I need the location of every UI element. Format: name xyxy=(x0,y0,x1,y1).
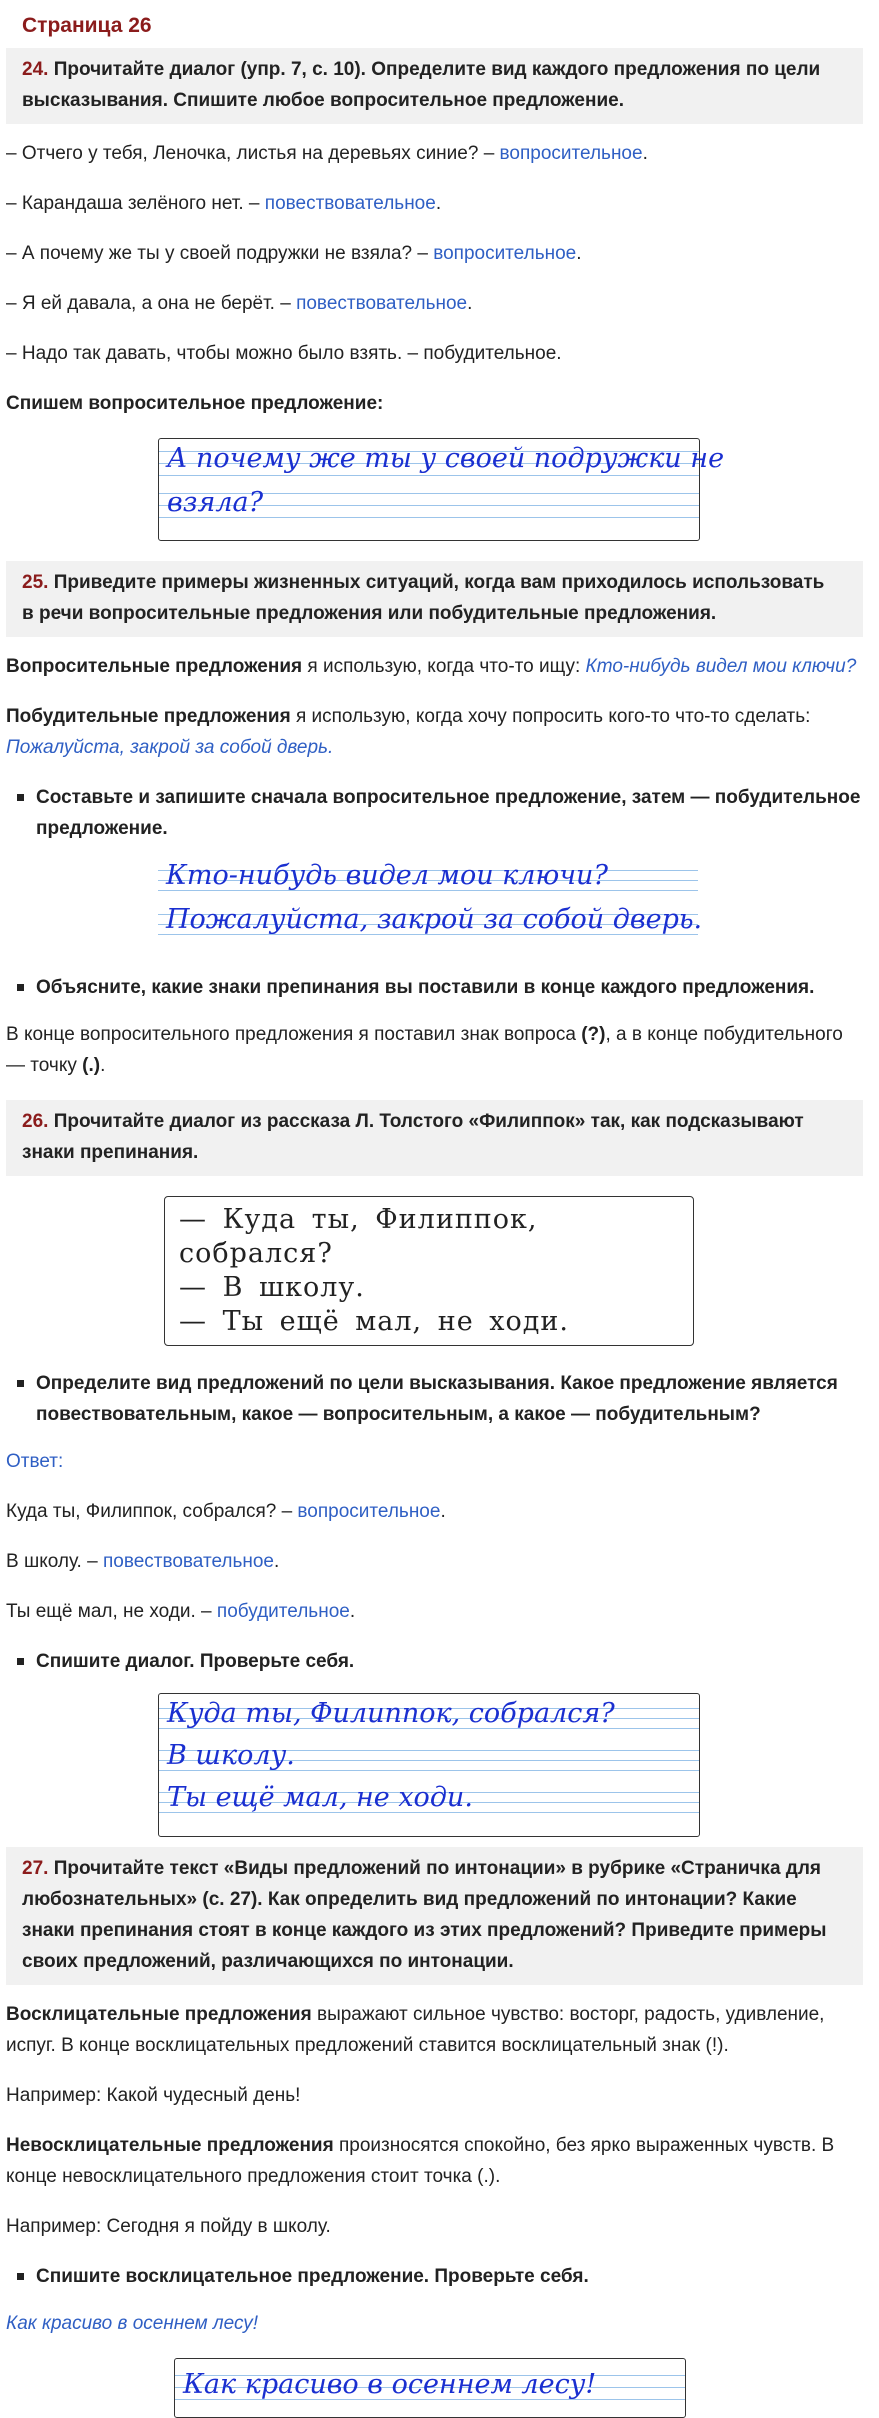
sentence-type: побудительное xyxy=(216,1601,350,1622)
book-line: — Куда ты, Филиппок, собрался? xyxy=(179,1204,538,1269)
task-25-prompt xyxy=(6,561,863,637)
answer-line: Ты ещё мал, не ходи. – побудительное. xyxy=(6,1601,356,1622)
example-line: Например: Сегодня я пойду в школу. xyxy=(6,2216,331,2237)
task-27-prompt xyxy=(6,1847,863,1985)
handwriting-line: взяла? xyxy=(167,487,264,518)
book-dialog-panel xyxy=(164,1196,694,1346)
example: Пожалуйста, закрой за собой дверь. xyxy=(6,737,334,758)
bullet-item: Спишите восклицательное предложение. Проверьте себя. xyxy=(6,2261,863,2292)
punctuation-explanation: В конце вопросительного предложения я поставил знак вопроса (?), а в конце побудительного — точку (.). xyxy=(6,1024,843,1076)
handwriting-line: Куда ты, Филиппок, собрался? xyxy=(167,1698,615,1729)
bullet-item: Спишите диалог. Проверьте себя. xyxy=(6,1646,863,1677)
book-line: — В школу. xyxy=(179,1272,365,1303)
task-text: Прочитайте диалог из рассказа Л. Толстого «Филиппок» так, как подсказывают знаки препинания. xyxy=(22,1111,804,1163)
exclamatory-definition: Восклицательные предложения выражают сильное чувство: восторг, радость, удивление, испуг. В конце восклицательных предложений ставится восклицательный знак (!). xyxy=(6,2004,825,2056)
task-number: 26. xyxy=(22,1111,49,1132)
handwriting-panel-26 xyxy=(158,1693,700,1837)
book-line: — Ты ещё мал, не ходи. xyxy=(179,1306,569,1337)
dialog-line: – Отчего у тебя, Леночка, листья на деревьях синие? – вопросительное. xyxy=(6,143,648,164)
dialog-line: – Я ей давала, а она не берёт. – повествовательное. xyxy=(6,293,473,314)
handwriting-line: Кто-нибудь видел мои ключи? xyxy=(166,860,608,891)
sentence-type: вопросительное xyxy=(297,1501,441,1522)
answer-line: Куда ты, Филиппок, собрался? – вопросительное. xyxy=(6,1501,446,1522)
sentence-type: вопросительное xyxy=(433,243,577,264)
handwriting-line: Как красиво в осеннем лесу! xyxy=(183,2369,597,2400)
sentence-type: повествовательное xyxy=(264,193,436,214)
task-text: Прочитайте текст «Виды предложений по интонации» в рубрике «Страничка для любознательных» (с. 27). Как определить вид предложений по интонации? Какие знаки препинания стоят в конце каждого из этих предложений? Приведите примеры своих предложений, различающихся по интонации. xyxy=(22,1858,827,1972)
bullet-item: Составьте и запишите сначала вопросительное предложение, затем — побудительное предложение. xyxy=(6,782,863,844)
question-usage: Вопросительные предложения я использую, когда что-то ищу: Кто-нибудь видел мои ключи? xyxy=(6,656,857,677)
answer-label: Ответ: xyxy=(6,1451,64,1472)
task-text: Приведите примеры жизненных ситуаций, когда вам приходилось использовать в речи вопросительные предложения или побудительные предложения. xyxy=(22,572,825,624)
handwriting-panel-27 xyxy=(174,2358,686,2418)
handwriting-line: Пожалуйста, закрой за собой дверь. xyxy=(166,904,703,935)
bullet-item: Объясните, какие знаки препинания вы поставили в конце каждого предложения. xyxy=(6,972,863,1003)
handwriting-panel-24 xyxy=(158,438,725,541)
task-text: Прочитайте диалог (упр. 7, с. 10). Определите вид каждого предложения по цели высказывания. Спишите любое вопросительное предложение. xyxy=(22,59,821,111)
handwriting-line: Ты ещё мал, не ходи. xyxy=(167,1782,473,1813)
dialog-line: – А почему же ты у своей подружки не взяла? – вопросительное. xyxy=(6,243,582,264)
sentence-type: повествовательное xyxy=(102,1551,274,1572)
page-title: Страница 26 xyxy=(22,14,152,37)
task-26-prompt xyxy=(6,1100,863,1176)
answer-line: В школу. – повествовательное. xyxy=(6,1551,280,1572)
handwriting-line: В школу. xyxy=(167,1740,295,1771)
sentence-type: повествовательное xyxy=(296,293,468,314)
task-number: 25. xyxy=(22,572,49,593)
handwriting-panel-25 xyxy=(158,860,703,950)
non-exclamatory-definition: Невосклицательные предложения произносятся спокойно, без ярко выраженных чувств. В конце невосклицательного предложения стоит точка (.). xyxy=(6,2135,835,2187)
answer-line: Как красиво в осеннем лесу! xyxy=(6,2313,259,2334)
task-24-prompt xyxy=(6,48,863,124)
dialog-line: – Карандаша зелёного нет. – повествовательное. xyxy=(6,193,442,214)
example: Кто-нибудь видел мои ключи? xyxy=(585,656,857,677)
handwriting-line: А почему же ты у своей подружки не xyxy=(167,443,725,474)
task-number: 27. xyxy=(22,1858,49,1879)
bullet-item: Определите вид предложений по цели высказывания. Какое предложение является повествовательным, какое — вопросительным, а какое — побудительным? xyxy=(6,1368,863,1430)
dialog-line: – Надо так давать, чтобы можно было взять. – побудительное. xyxy=(6,343,562,364)
copy-label: Спишем вопросительное предложение: xyxy=(6,393,384,414)
imperative-usage: Побудительные предложения я использую, когда хочу попросить кого-то что-то сделать: Пожалуйста, закрой за собой дверь. xyxy=(6,706,811,758)
sentence-type: вопросительное xyxy=(499,143,643,164)
example-line: Например: Какой чудесный день! xyxy=(6,2085,301,2106)
task-number: 24. xyxy=(22,59,49,80)
